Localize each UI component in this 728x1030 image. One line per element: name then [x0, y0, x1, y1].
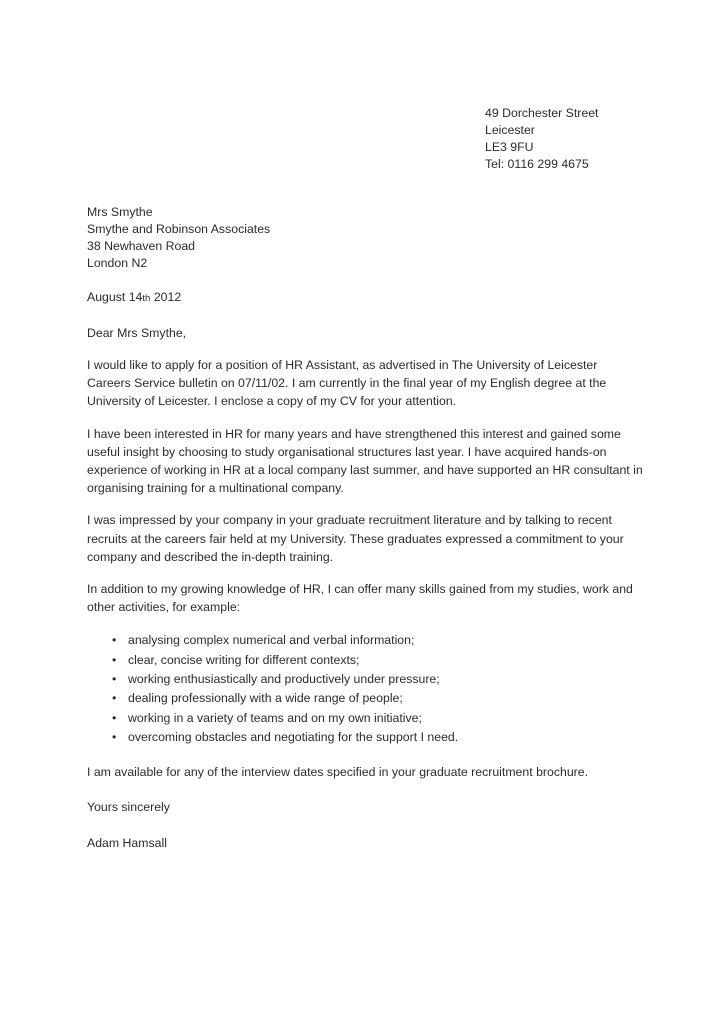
body-paragraph-4: In addition to my growing knowledge of HR, I can offer many skills gained from my studies, work and other activities, for example:	[87, 582, 633, 615]
sender-address-line: 49 Dorchester Street	[485, 106, 599, 120]
list-item-label: working in a variety of teams and on my own initiative;	[128, 710, 422, 725]
body-paragraph-2: I have been interested in HR for many years and have strengthened this interest and gained some useful insight by choosing to study organisational structures last year. I have acquired hands-on experience of working in HR at a local company last summer, and have supported an HR consultant in organising training for a multinational company.	[87, 426, 643, 496]
list-item-label: dealing professionally with a wide range of people;	[128, 691, 403, 706]
bullet-point-icon: •	[112, 672, 117, 687]
date-ordinal-suffix: th	[142, 293, 151, 304]
list-item-label: clear, concise writing for different contexts;	[128, 652, 360, 667]
body-paragraph-3: I was impressed by your company in your graduate recruitment literature and by talking to recent recruits at the careers fair held at my University. These graduates expressed a commitment to your company and described the in-depth training.	[87, 513, 624, 564]
list-item-label: analysing complex numerical and verbal information;	[128, 633, 415, 648]
body-paragraph-1: I would like to apply for a position of HR Assistant, as advertised in The University of Leicester Careers Service bulletin on 07/11/02. I am currently in the final year of my English degree at the University of Leicester. I enclose a copy of my CV for your attention.	[87, 358, 607, 409]
recipient-city: London N2	[87, 256, 148, 270]
skills-bullet-list	[87, 631, 643, 747]
bullet-point-icon: •	[112, 633, 117, 648]
letter-date	[87, 289, 643, 307]
sender-address-line: LE3 9FU	[485, 140, 534, 154]
list-item	[87, 631, 643, 650]
bullet-point-icon: •	[112, 691, 117, 706]
list-item	[87, 689, 643, 708]
sender-phone-line: Tel: 0116 299 4675	[485, 157, 589, 171]
date-year: 2012	[150, 290, 182, 304]
signature-name: Adam Hamsall	[87, 835, 167, 850]
recipient-company: Smythe and Robinson Associates	[87, 222, 271, 236]
recipient-name: Mrs Smythe	[87, 205, 153, 219]
signoff: Yours sincerely	[87, 800, 170, 815]
recipient-address-block	[87, 204, 643, 272]
list-item-label: overcoming obstacles and negotiating for the support I need.	[128, 729, 459, 744]
sender-address-block	[485, 105, 645, 173]
sender-address-line: Leicester	[485, 123, 535, 137]
list-item	[87, 728, 643, 747]
bullet-point-icon: •	[112, 729, 117, 744]
date-month-day: August 14	[87, 290, 143, 304]
list-item	[87, 709, 643, 728]
list-item-label: working enthusiastically and productively under pressure;	[128, 672, 440, 687]
salutation: Dear Mrs Smythe,	[87, 326, 187, 340]
bullet-point-icon: •	[112, 710, 117, 725]
letter-body	[87, 105, 643, 852]
list-item	[87, 670, 643, 689]
bullet-point-icon: •	[112, 652, 117, 667]
recipient-street: 38 Newhaven Road	[87, 239, 196, 253]
list-item	[87, 651, 643, 670]
closing-paragraph: I am available for any of the interview dates specified in your graduate recruitment brochure.	[87, 765, 589, 780]
